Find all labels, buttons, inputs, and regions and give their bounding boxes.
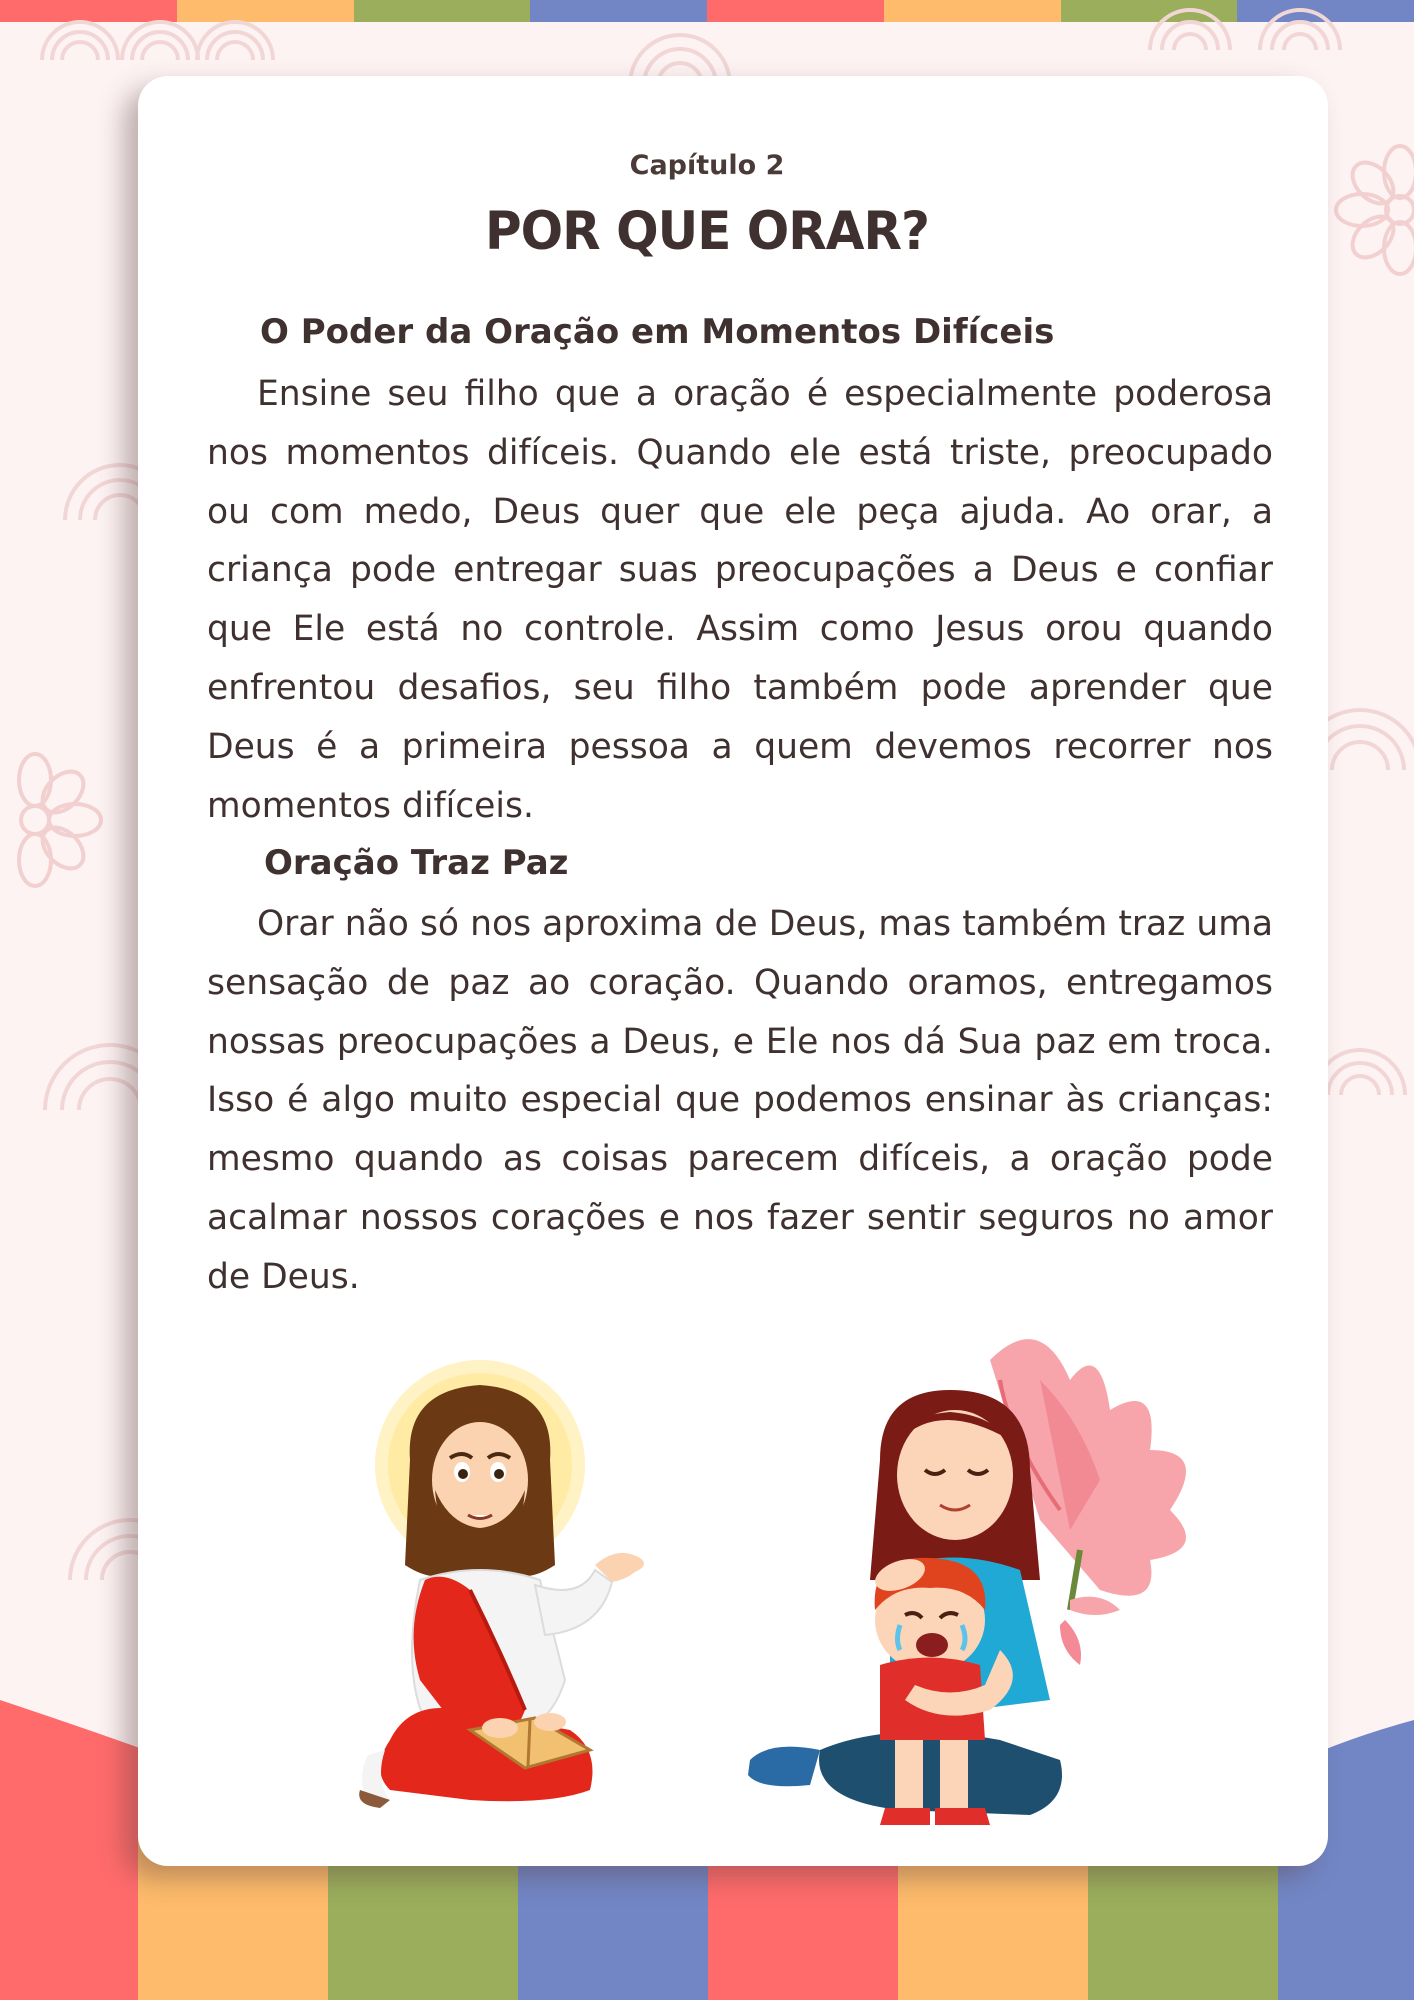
rainbow-icon: [42, 22, 118, 60]
chapter-label: Capítulo 2: [629, 150, 785, 181]
rainbow-icon: [197, 22, 273, 60]
rainbow-icon: [1260, 10, 1340, 50]
rainbow-icon: [122, 22, 198, 60]
page-title: POR QUE ORAR?: [485, 200, 929, 262]
section-heading-1: O Poder da Oração em Momentos Difíceis: [260, 312, 1055, 352]
rainbow-icon: [1150, 10, 1230, 50]
mother-hugging-crying-child-illustration: [740, 1320, 1270, 1850]
section-body-1: Ensine seu filho que a oração é especialmente poderosa nos momentos difíceis. Quando ele está triste, preocupado ou com medo, Deus quer que ele peça ajuda. Ao orar, a criança pode entregar suas preocupações a Deus e confiar que Ele está no controle. Assim como Jesus orou quando enfrentou desafios, seu filho também pode aprender que Deus é a primeira pessoa a quem devemos recorrer nos momentos difíceis.: [207, 374, 1273, 826]
section-heading-2: Oração Traz Paz: [264, 843, 569, 883]
rainbow-icon: [1315, 1050, 1405, 1095]
flower-icon: [19, 754, 101, 886]
jesus-kneeling-with-bible-illustration: [350, 1350, 690, 1820]
section-body-2: Orar não só nos aproxima de Deus, mas também traz uma sensação de paz ao coração. Quando oramos, entregamos nossas preocupações a Deus, e Ele nos dá Sua paz em troca. Isso é algo muito especial que podemos ensinar às crianças: mesmo quando as coisas parecem difíceis, a oração pode acalmar nossos corações e nos fazer sentir seguros no amor de Deus.: [207, 904, 1273, 1297]
